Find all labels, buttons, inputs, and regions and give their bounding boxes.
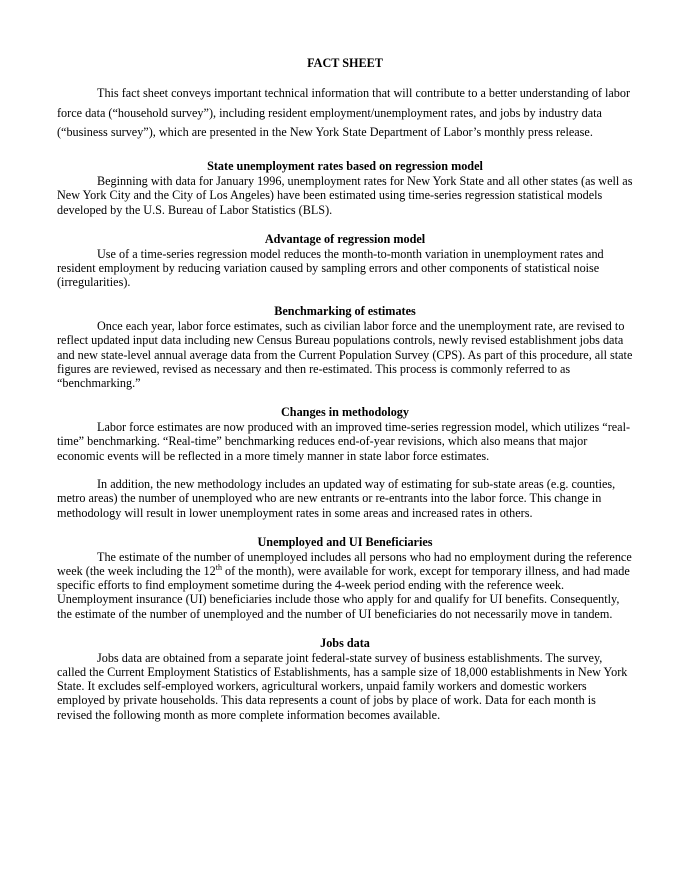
paragraph-text-part: The estimate of the number of unemployed includes all persons who had no employment during the reference week (the week including the 12 — [57, 549, 632, 578]
section-paragraph: Once each year, labor force estimates, such as civilian labor force and the unemployment rate, are revised to reflect updated input data including new Census Bureau populations controls, newly revised establishment jobs data and new state-level annual average data from the Current Population Survey (CPS). As part of this procedure, all state figures are reviewed, revised as necessary and then re-estimated. This process is commonly referred to as “benchmarking.” — [57, 318, 633, 391]
section-methodology — [57, 405, 633, 520]
section-heading: Benchmarking of estimates — [274, 303, 416, 318]
section-unemployed-ui — [57, 535, 633, 621]
section-regression-rates — [57, 159, 633, 217]
section-advantage — [57, 232, 633, 290]
section-heading: Unemployed and UI Beneficiaries — [257, 534, 433, 549]
paragraph-text-part: of the month), were available for work, except for temporary illness, and had made specific efforts to find employment sometime during the 4-week period ending with the reference week. Unemployment insurance (UI) beneficiaries include those who apply for and qualify for UI benefits. Consequently, the estimate of the number of unemployed and the number of UI beneficiaries do not necessarily move in tandem. — [57, 563, 630, 621]
section-paragraph: In addition, the new methodology includes an updated way of estimating for sub-state areas (e.g. counties, metro areas) the number of unemployed who are new entrants or re-entrants into the labor force. This change in methodology will result in lower unemployment rates in some areas and increased rates in others. — [57, 477, 616, 520]
section-paragraph: Use of a time-series regression model reduces the month-to-month variation in unemployment rates and resident employment by reducing variation caused by sampling errors and other components of statistical noise (irregularities). — [57, 246, 604, 290]
section-paragraph — [57, 550, 633, 621]
section-heading: Jobs data — [320, 635, 370, 650]
intro-paragraph: This fact sheet conveys important technical information that will contribute to a better understanding of labor force data (“household survey”), including resident employment/unemployment rates, and jobs by industry data (“business survey”), which are presented in the New York State Department of Labor’s monthly press release. — [57, 86, 631, 139]
fact-sheet-page — [57, 56, 633, 737]
section-heading: State unemployment rates based on regression model — [207, 159, 483, 174]
section-heading: Advantage of regression model — [264, 231, 426, 246]
page-title: FACT SHEET — [307, 56, 383, 70]
section-paragraph: Beginning with data for January 1996, unemployment rates for New York State and all other states (as well as New York City and the City of Los Angeles) have been estimated using time-series regression statistical models developed by the U.S. Bureau of Labor Statistics (BLS). — [57, 174, 633, 217]
section-heading: Changes in methodology — [281, 404, 409, 419]
section-paragraph: Jobs data are obtained from a separate joint federal-state survey of business establishments. The survey, called the Current Employment Statistics of Establishments, has a sample size of 18,000 establishments in New York State. It excludes self-employed workers, agricultural workers, unpaid family workers and domestic workers employed by private households. This data represents a count of jobs by place of work. Data for each month is revised the following month as more complete information becomes available. — [57, 650, 628, 722]
section-benchmarking — [57, 304, 633, 390]
ordinal-superscript: th — [215, 562, 222, 572]
section-jobs-data — [57, 636, 633, 722]
section-paragraph: Labor force estimates are now produced with an improved time-series regression model, which utilizes “real-time” benchmarking. “Real-time” benchmarking reduces end-of-year revisions, which also means that major economic events will be reflected in a more timely manner in state labor force estimates. — [57, 419, 631, 463]
